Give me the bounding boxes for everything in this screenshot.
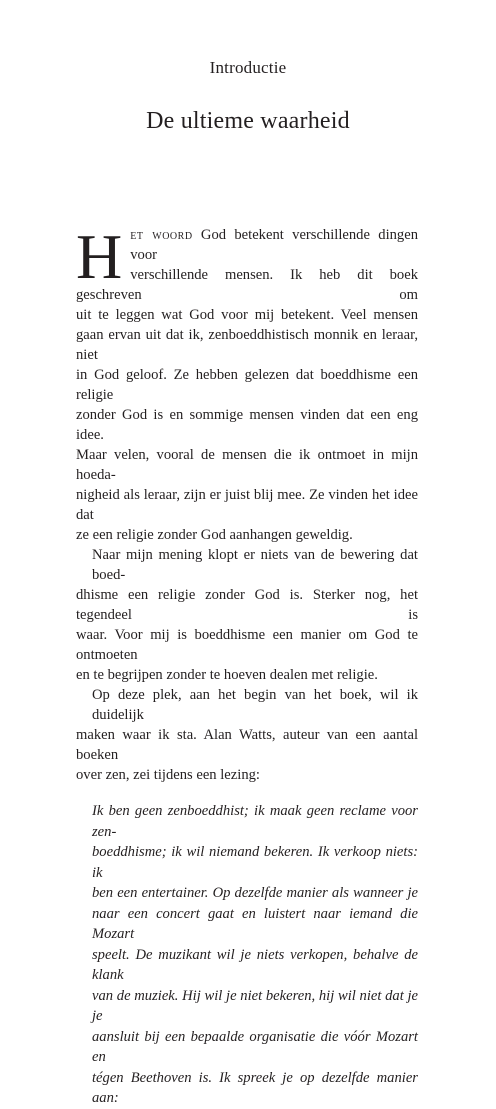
drop-cap: H	[76, 221, 123, 292]
text-line: verschillende mensen. Ik heb dit boek geschreven om	[76, 267, 418, 303]
text-line: in God geloof. Ze hebben gelezen dat boeddhisme een religie	[76, 367, 418, 403]
lead-in-smallcaps: et woord	[130, 227, 193, 243]
text-line: en te begrijpen zonder te hoeven dealen met religie.	[76, 667, 378, 683]
text-line: uit te leggen wat God voor mij betekent. Veel mensen	[76, 307, 418, 323]
chapter-title: De ultieme waarheid	[146, 108, 350, 134]
text-line: over zen, zei tijdens een lezing:	[76, 767, 260, 783]
text-line: gaan ervan uit dat ik, zenboeddhistisch monnik en leraar, niet	[76, 327, 418, 363]
text-line: et woord God betekent verschillende dingen voor	[130, 227, 419, 263]
text-line: maken waar ik sta. Alan Watts, auteur van een aantal boeken	[76, 727, 418, 763]
paragraph-2	[76, 545, 418, 685]
quote-line: ben een entertainer. Op dezelfde manier als wanneer je	[92, 885, 418, 901]
text-line: Maar velen, vooral de mensen die ik ontmoet in mijn hoeda-	[76, 447, 418, 483]
quote-line: aansluit bij een bepaalde organisatie die vóór Mozart en	[92, 1028, 418, 1065]
quote-line: speelt. De muzikant wil je niets verkopen, behalve de klank	[92, 946, 418, 983]
chapter-label: Introductie	[209, 58, 287, 77]
paragraph-3	[76, 685, 418, 785]
text-line: ze een religie zonder God aanhangen geweldig.	[76, 527, 353, 543]
quote-line: Ik ben geen zenboeddhist; ik maak geen reclame voor zen-	[92, 803, 418, 840]
text-line: Op deze plek, aan het begin van het boek, wil ik duidelijk	[92, 687, 418, 723]
text-line: Naar mijn mening klopt er niets van de bewering dat boed-	[92, 547, 418, 583]
text-line: nigheid als leraar, zijn er juist blij mee. Ze vinden het idee dat	[76, 487, 418, 523]
text-line: waar. Voor mij is boeddhisme een manier om God te ontmoeten	[76, 627, 418, 663]
block-quote	[76, 801, 418, 1109]
body-text	[76, 221, 419, 1109]
quote-line: van de muziek. Hij wil je niet bekeren, hij wil niet dat je je	[92, 987, 418, 1024]
text-line: zonder God is en sommige mensen vinden dat een eng idee.	[76, 407, 418, 443]
quote-line: tégen Beethoven is. Ik spreek je op dezelfde manier aan:	[92, 1069, 418, 1106]
text-line: dhisme een religie zonder God is. Sterker nog, het tegendeel is	[76, 587, 418, 623]
quote-line: naar een concert gaat en luistert naar iemand die Mozart	[92, 905, 418, 942]
paragraph-1	[76, 221, 419, 545]
quote-line: boeddhisme; ik wil niemand bekeren. Ik verkoop niets: ik	[92, 844, 418, 881]
